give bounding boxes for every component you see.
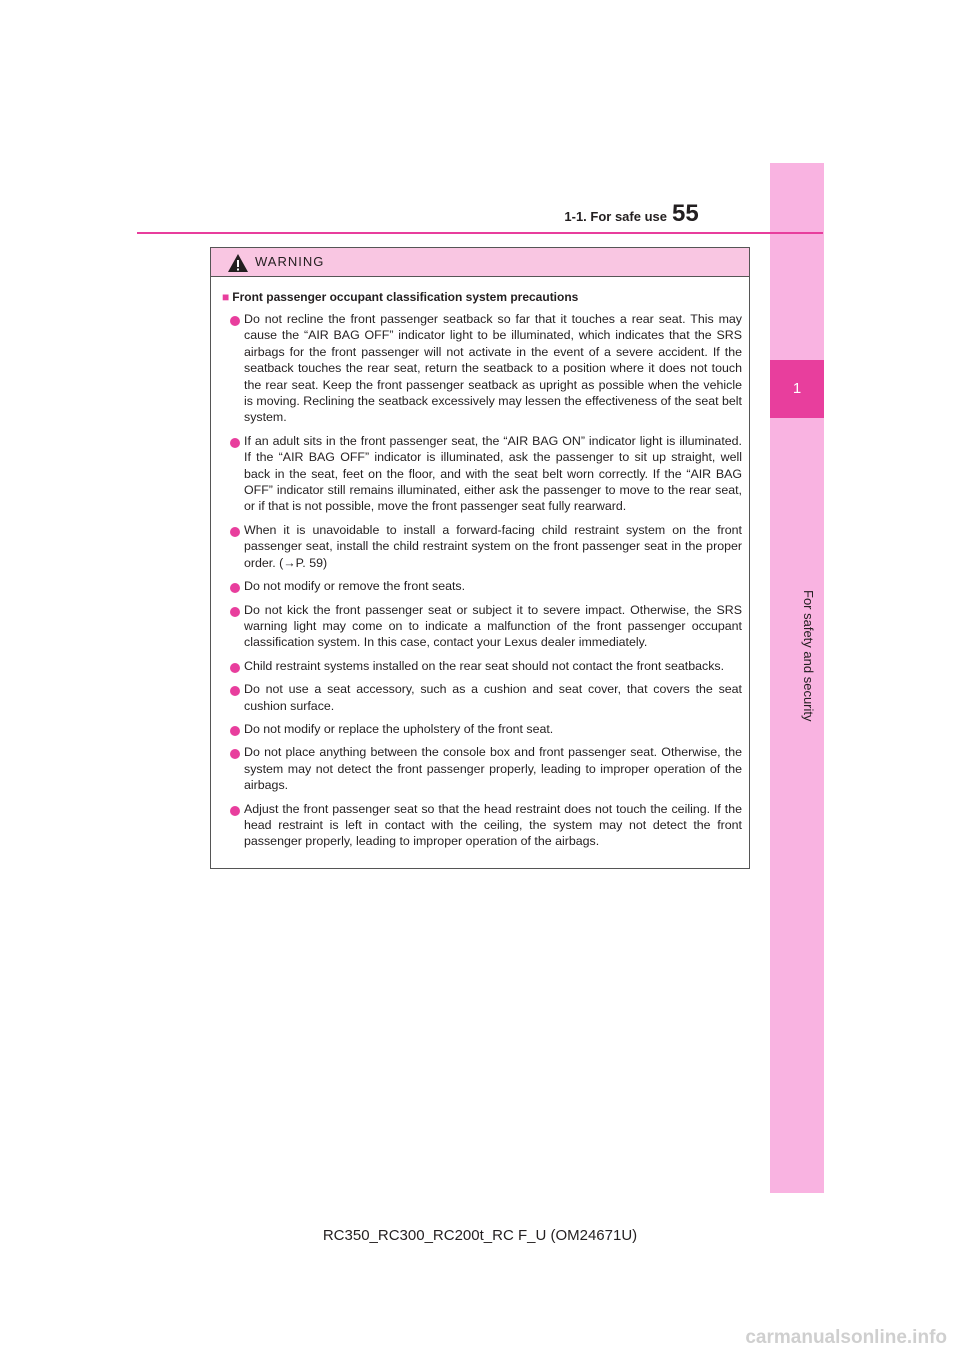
list-item — [222, 602, 742, 651]
list-item-text: Do not use a seat accessory, such as a cushion and seat cover, that covers the seat cushion surface. — [244, 682, 742, 713]
list-item-text: Do not kick the front passenger seat or subject it to severe impact. Otherwise, the SRS warning light may come on to indicate a malfunction of the front passenger occupant classification system. In this case, contact your Lexus dealer immediately. — [244, 602, 742, 650]
list-item-text: Do not place anything between the console box and front passenger seat. Otherwise, the system may not detect the front passenger properly, leading to improper operation of the airbags. — [244, 745, 742, 793]
chapter-number: 1 — [770, 360, 824, 418]
warning-section-heading — [222, 290, 742, 305]
square-bullet-icon: ■ — [222, 290, 230, 304]
section-title: 1-1. For safe use — [564, 209, 667, 224]
list-item-text: Do not recline the front passenger seatback so far that it touches a rear seat. This may cause the “AIR BAG OFF” indicator light to be illuminated, which indicates that the SRS airbags for the front passenger will not activate in the event of a severe accident. If the seatback touches the rear seat, return the seatback to a position where it does not touch the rear seat. Keep the front passenger seatback as upright as possible when the vehicle is moving. Reclining the seatback excessively may lessen the effectiveness of the seat belt system. — [244, 312, 742, 425]
list-item-text: Adjust the front passenger seat so that the head restraint does not touch the ceiling. If the head restraint is left in contact with the ceiling, the system may not detect the front passenger properly, leading to improper operation of the airbags. — [244, 801, 742, 849]
list-item-text: Child restraint systems installed on the rear seat should not contact the front seatbacks. — [244, 658, 725, 673]
list-item — [222, 311, 742, 426]
list-item — [222, 578, 742, 594]
watermark: carmanualsonline.info — [745, 1327, 947, 1348]
page-number: 55 — [672, 200, 699, 227]
bullet-icon — [230, 686, 240, 696]
warning-title: WARNING — [255, 254, 325, 269]
list-item — [222, 658, 742, 674]
header-divider — [137, 232, 823, 234]
list-item — [222, 522, 742, 571]
list-item-text: Do not modify or remove the front seats. — [244, 579, 466, 594]
bullet-icon — [230, 726, 240, 736]
bullet-icon — [230, 316, 240, 326]
warning-triangle-icon — [227, 253, 249, 273]
list-item — [222, 801, 742, 850]
bullet-icon — [230, 806, 240, 816]
warning-section-title: Front passenger occupant classification system precautions — [232, 290, 579, 304]
bullet-icon — [230, 749, 240, 759]
list-item — [222, 433, 742, 515]
list-item-text: Do not modify or replace the upholstery of the front seat. — [244, 721, 554, 736]
bullet-icon — [230, 663, 240, 673]
bullet-icon — [230, 527, 240, 537]
warning-box — [210, 247, 750, 869]
list-item — [222, 681, 742, 714]
bullet-icon — [230, 583, 240, 593]
bullet-icon — [230, 438, 240, 448]
warning-header — [211, 248, 749, 277]
list-item-text: If an adult sits in the front passenger seat, the “AIR BAG ON” indicator light is illuminated. If the “AIR BAG OFF” indicator is illuminated, ask the passenger to sit up straight, well back in the seat, feet on the floor, and with the seat belt worn correctly. If the “AIR BAG OFF” indicator still remains illuminated, either ask the passenger to move to the rear seat, or if that is not possible, move the front passenger seat fully rearward. — [244, 433, 742, 514]
list-item-text: When it is unavoidable to install a forward-facing child restraint system on the front passenger seat, install the child restraint system on the front passenger seat in the proper order. (→P. 59) — [244, 522, 742, 570]
model-code: RC350_RC300_RC200t_RC F_U (OM24671U) — [322, 1227, 638, 1244]
warning-body — [211, 277, 749, 850]
list-item — [222, 744, 742, 793]
list-item — [222, 721, 742, 737]
chapter-title: For safety and security — [801, 590, 816, 722]
bullet-icon — [230, 607, 240, 617]
